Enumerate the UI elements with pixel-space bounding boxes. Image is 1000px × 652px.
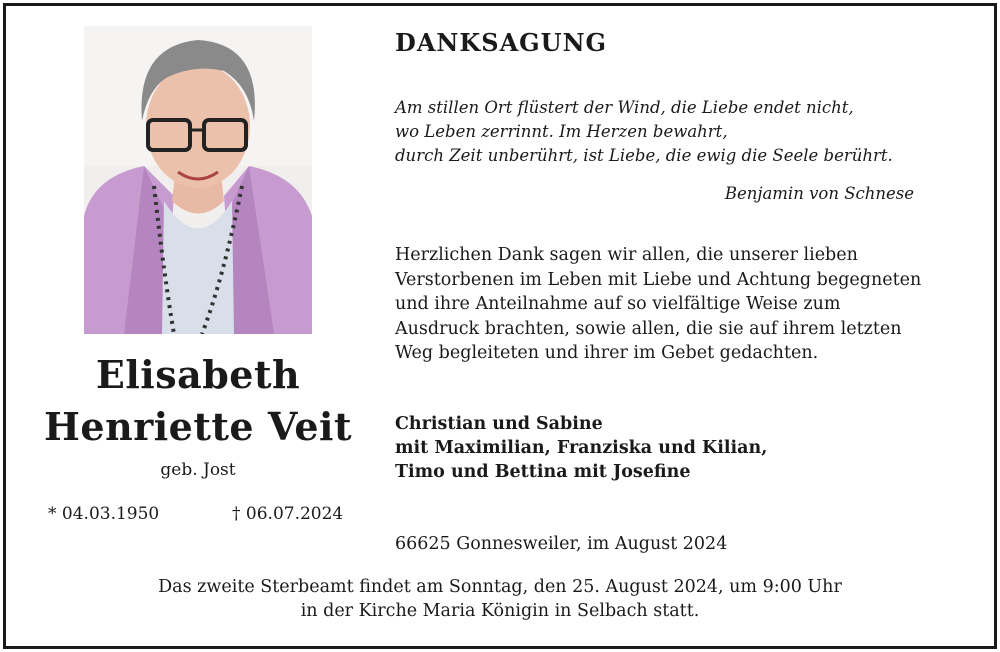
- thanks-text: [395, 243, 965, 366]
- poem-line: durch Zeit unberührt, ist Liebe, die ewig die Seele berührt.: [395, 146, 893, 165]
- poem-author: Benjamin von Schnese: [724, 184, 914, 203]
- place-date: 66625 Gonnesweiler, im August 2024: [395, 534, 728, 554]
- footer-line: Das zweite Sterbeamt findet am Sonntag, den 25. August 2024, um 9:00 Uhr: [158, 577, 842, 597]
- family-line: Timo und Bettina mit Josefine: [395, 462, 691, 482]
- thanks-line: Ausdruck brachten, sowie allen, die sie auf ihrem letzten: [395, 318, 902, 339]
- thanks-line: Herzlichen Dank sagen wir allen, die unserer lieben: [395, 245, 858, 265]
- footer-line: in der Kirche Maria Königin in Selbach statt.: [300, 601, 700, 621]
- deceased-first-name: Elisabeth: [95, 352, 301, 397]
- service-announcement: [0, 575, 1000, 623]
- maiden-name: geb. Jost: [160, 460, 236, 480]
- family-signature: [395, 412, 965, 484]
- family-line: Christian und Sabine: [395, 414, 603, 434]
- thanks-line: Weg begleiteten und ihrer im Gebet gedachten.: [395, 343, 819, 363]
- family-line: mit Maximilian, Franziska und Kilian,: [395, 438, 768, 458]
- deceased-full-name: Henriette Veit: [43, 404, 352, 449]
- poem-line: wo Leben zerrinnt. Im Herzen bewahrt,: [395, 122, 728, 141]
- portrait-photo: [84, 26, 312, 334]
- thanks-line: und ihre Anteilnahme auf so vielfältige Weise zum: [395, 294, 841, 314]
- poem-line: Am stillen Ort flüstert der Wind, die Liebe endet nicht,: [395, 98, 854, 117]
- thanks-line: Verstorbenen im Leben mit Liebe und Achtung begegneten: [395, 269, 922, 290]
- birth-date: * 04.03.1950: [48, 504, 160, 524]
- death-date: † 06.07.2024: [232, 504, 344, 524]
- poem: [395, 96, 935, 168]
- notice-heading: DANKSAGUNG: [395, 28, 608, 57]
- portrait-image: [84, 26, 312, 334]
